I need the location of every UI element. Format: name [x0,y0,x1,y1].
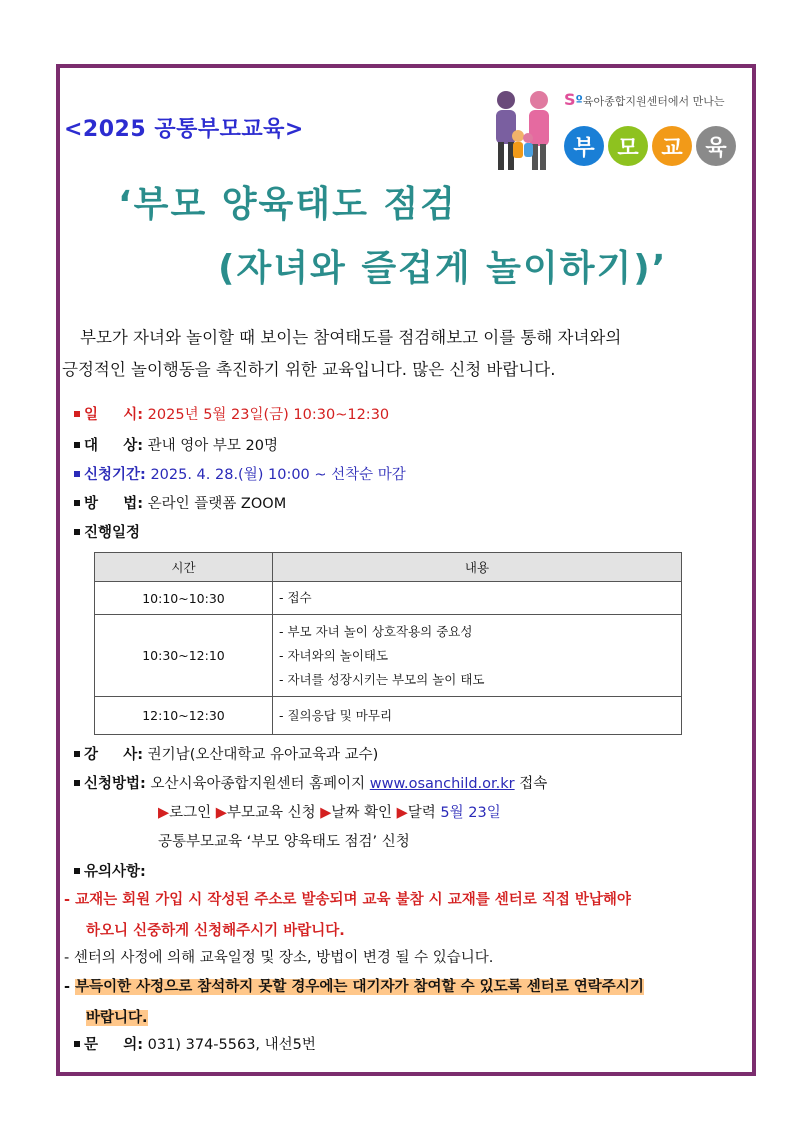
table-cell-content: - 질의응답 및 마무리 [273,697,682,735]
table-header-content: 내용 [273,553,682,582]
table-cell-content: - 접수 [273,582,682,615]
table-cell-time: 10:10~10:30 [95,582,273,615]
note-2: - 센터의 사정에 의해 교육일정 및 장소, 방법이 변경 될 수 있습니다. [64,950,494,966]
triangle-right-icon: ▶ [158,805,170,821]
logo-circle: 육 [696,126,736,166]
logo-circle: 교 [652,126,692,166]
apply-steps: ▶로그인 ▶부모교육 신청 ▶날짜 확인 ▶달력 5월 23일 [158,805,501,821]
intro-line-2: 긍정적인 놀이행동을 촉진하기 위한 교육입니다. 많은 신청 바랍니다. [62,360,556,379]
title-line-2: (자녀와 즐겁게 놀이하기)’ [218,248,668,289]
triangle-right-icon: ▶ [215,805,227,821]
table-row [95,697,682,735]
table-header-time: 시간 [95,553,273,582]
info-lecturer: 강 사: 권기남(오산대학교 유아교육과 교수) [74,743,378,764]
apply-final: 공통부모교육 ‘부모 양육태도 점검’ 신청 [158,834,410,850]
table-header-row [95,553,682,582]
homepage-link[interactable]: www.osanchild.or.kr [369,776,515,792]
table-row [95,615,682,697]
note-1: - 교재는 회원 가입 시 작성된 주소로 발송되며 교육 불참 시 교재를 센터로 직접 반납해야 하오니 신중하게 신청해주시기 바랍니다. [64,892,631,939]
bullet-icon [74,500,80,506]
note-3: - 부득이한 사정으로 참석하지 못할 경우에는 대기자가 참여할 수 있도록 센터로 연락주시기 바랍니다. [64,979,644,1026]
info-target: 대 상: 관내 영아 부모 20명 [74,434,278,455]
info-apply-method: 신청방법: 오산시육아종합지원센터 홈페이지 www.osanchild.or.kr 접속 [74,772,547,793]
logo-circles [564,126,736,166]
notes-label: 유의사항: [74,860,146,881]
bullet-icon [74,868,80,874]
table-cell-content: - 부모 자녀 놀이 상호작용의 중요성 - 자녀와의 놀이태도 - 자녀를 성장시키는 부모의 놀이 태도 [273,615,682,697]
bullet-icon [74,780,80,786]
bullet-icon [74,442,80,448]
info-apply-period: 신청기간: 2025. 4. 28.(월) 10:00 ~ 선착순 마감 [74,463,406,484]
logo-circle: 모 [608,126,648,166]
table-cell-time: 10:30~12:10 [95,615,273,697]
triangle-right-icon: ▶ [320,805,332,821]
logo-caption: Sº육아종합지원센터에서 만나는 [564,90,725,109]
bullet-icon [74,529,80,535]
logo-circle: 부 [564,126,604,166]
schedule-table [94,552,682,735]
bullet-icon [74,1041,80,1047]
logo-mark-icon: S [564,90,576,109]
table-cell-time: 12:10~12:30 [95,697,273,735]
info-method: 방 법: 온라인 플랫폼 ZOOM [74,492,286,513]
info-date: 일 시: 2025년 5월 23일(금) 10:30~12:30 [74,403,389,424]
table-row [95,582,682,615]
bullet-icon [74,411,80,417]
bullet-icon [74,751,80,757]
info-schedule-label: 진행일정 [74,521,140,542]
bullet-icon [74,471,80,477]
intro-line-1: 부모가 자녀와 놀이할 때 보이는 참여태도를 점검해보고 이를 통해 자녀와의 [80,328,622,347]
program-tag: <2025 공통부모교육> [64,117,304,142]
triangle-right-icon: ▶ [396,805,408,821]
center-logo [484,82,746,174]
title-line-1: ‘부모 양육태도 점검 [118,184,457,225]
intro-paragraph [62,322,752,386]
info-contact: 문 의: 031) 374-5563, 내선5번 [74,1033,316,1054]
